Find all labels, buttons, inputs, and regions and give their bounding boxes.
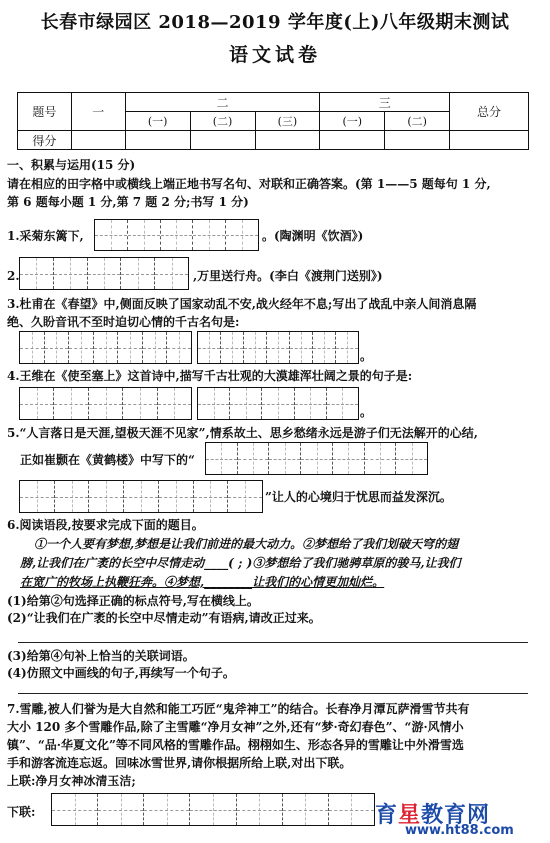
q3-end: 。 — [360, 349, 373, 363]
q6-passage: 在宽广的牧场上执鞭狂奔。④梦想,________让我们的心情更加灿烂。 — [20, 575, 385, 589]
score-cell[interactable] — [385, 131, 450, 150]
q2-prefix: 2. — [7, 269, 20, 283]
q5-answer-grid-1[interactable] — [205, 442, 428, 475]
answer-line[interactable] — [18, 693, 528, 694]
q6-sub-3: (3)给第④句补上恰当的关联词语。 — [7, 649, 195, 663]
q3-answer-grid-2[interactable] — [197, 331, 359, 364]
header-question-no: 题号 — [18, 93, 72, 131]
exam-subtitle: 语文试卷 — [228, 44, 321, 66]
q7-text: 7.雪雕,被人们誉为是大自然和能工巧匠“鬼斧神工”的结合。长春净月潭瓦萨滑雪节共有 — [7, 702, 470, 716]
q7-text: 大小 120 多个雪雕作品,除了主雪雕“净月女神”之外,还有“梦·奇幻春色”、“游·风情小 — [7, 720, 464, 734]
q1-suffix: 。(陶渊明《饮酒》) — [262, 229, 364, 243]
header-part-3: 三 — [320, 93, 450, 112]
score-table — [17, 92, 529, 150]
score-cell[interactable] — [125, 131, 190, 150]
score-cell[interactable] — [320, 131, 385, 150]
section-instructions: 请在相应的田字格中或横线上端正地书写名句、对联和正确答案。(第 1——5 题每句 1 分, — [7, 177, 491, 191]
q5-text: 5.“人言落日是天涯,望极天涯不见家”,情系故土、思乡愁绪永远是游子们无法解开的心结, — [7, 426, 478, 440]
q3-text: 3.杜甫在《春望》中,侧面反映了国家动乱不安,战火经年不息;写出了战乱中亲人间消息隔 — [7, 297, 477, 311]
watermark-logo: 育星教育网 — [375, 802, 491, 828]
q6-sub-2: (2)“让我们在广袤的长空中尽情走动”有语病,请改正过来。 — [7, 611, 321, 625]
sub-header: (二) — [190, 112, 255, 131]
section-instructions: 第 6 题每小题 1 分,第 7 题 2 分;书写 1 分) — [7, 195, 249, 209]
q2-answer-grid[interactable] — [19, 257, 189, 290]
q6-sub-1: (1)给第②句选择正确的标点符号,写在横线上。 — [7, 594, 259, 608]
q7-text: 手和游客流连忘返。回味冰雪世界,请你根据所给上联,对出下联。 — [7, 756, 352, 770]
sub-header: (二) — [385, 112, 450, 131]
q4-text: 4.王维在《使至塞上》这首诗中,描写千古壮观的大漠雄浑壮阔之景的句子是: — [7, 369, 413, 383]
header-part-2: 二 — [125, 93, 320, 112]
q6-text: 6.阅读语段,按要求完成下面的题目。 — [7, 518, 204, 532]
score-cell[interactable] — [255, 131, 320, 150]
sub-header: (三) — [255, 112, 320, 131]
score-row-label: 得分 — [18, 131, 72, 150]
q2-suffix: ,万里送行舟。(李白《渡荆门送别》) — [193, 269, 383, 283]
q6-passage: ①一个人要有梦想,梦想是让我们前进的最大动力。②梦想给了我们划破天穹的翅 — [34, 537, 459, 551]
q7-text: 镇”、“品·华夏文化”等不同风格的雪雕作品。栩栩如生、形态各异的雪雕让中外滑雪选 — [7, 738, 464, 752]
answer-line[interactable] — [18, 642, 528, 643]
score-cell[interactable] — [450, 131, 529, 150]
header-total: 总分 — [450, 93, 529, 131]
q1-answer-grid[interactable] — [94, 219, 259, 251]
watermark-url: www.ht88.com — [405, 823, 514, 838]
q3-answer-grid-1[interactable] — [19, 331, 192, 364]
q4-answer-grid-2[interactable] — [197, 387, 359, 420]
q7-answer-grid[interactable] — [51, 793, 375, 826]
q6-passage: 膀,让我们在广袤的长空中尽情走动____( ; )③梦想给了我们驰骋草原的骏马,让我们 — [20, 556, 461, 570]
q6-sub-4: (4)仿照文中画线的句子,再续写一个句子。 — [7, 666, 235, 680]
q5-suffix: ”让人的心境归于忧思而益发深沉。 — [265, 490, 452, 504]
q7-lower-label: 下联: — [7, 805, 36, 819]
q5-text: 正如崔颢在《黄鹤楼》中写下的“ — [20, 453, 195, 467]
q3-text: 绝、久盼音讯不至时迫切心情的千古名句是: — [7, 315, 240, 329]
q7-upper: 上联:净月女神冰清玉洁; — [7, 774, 136, 788]
q4-end: 。 — [360, 405, 373, 419]
q5-answer-grid-2[interactable] — [19, 480, 263, 513]
q4-answer-grid-1[interactable] — [19, 387, 192, 420]
exam-title: 长春市绿园区 2018—2019 学年度(上)八年级期末测试 — [40, 12, 510, 33]
score-cell[interactable] — [71, 131, 125, 150]
score-cell[interactable] — [190, 131, 255, 150]
header-part-1: 一 — [71, 93, 125, 131]
q1-prefix: 1.采菊东篱下, — [7, 229, 84, 243]
sub-header: (一) — [125, 112, 190, 131]
section-heading: 一、积累与运用(15 分) — [7, 158, 136, 172]
sub-header: (一) — [320, 112, 385, 131]
